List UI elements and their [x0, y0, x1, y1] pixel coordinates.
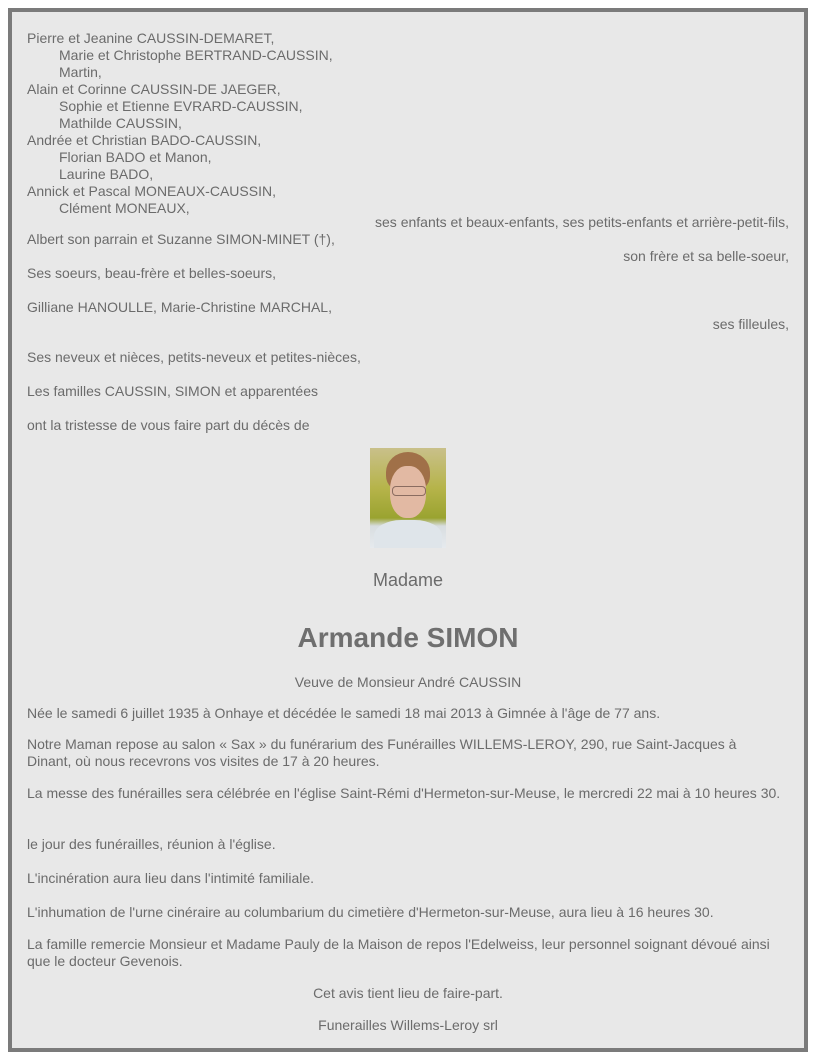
- children-label: ses enfants et beaux-enfants, ses petits-enfants et arrière-petit-fils,: [375, 214, 789, 230]
- detail-paragraph: Née le samedi 6 juillet 1935 à Onhaye et décédée le samedi 18 mai 2013 à Gimnée à l'âge de 77 ans.: [27, 705, 661, 721]
- sisters-line: Ses soeurs, beau-frère et belles-soeurs,: [27, 265, 277, 281]
- deceased-photo: [370, 448, 446, 548]
- detail-paragraph: Notre Maman repose au salon « Sax » du funérarium des Funérailles WILLEMS-LEROY, 290, rue Saint-Jacques à Dinant, où nous recevrons vos visites de 17 à 20 heures.: [27, 736, 737, 769]
- family-line: Andrée et Christian BADO-CAUSSIN,: [27, 132, 262, 148]
- deceased-title: Madame: [372, 570, 444, 590]
- family-line: Florian BADO et Manon,: [59, 149, 212, 165]
- notice-text: Cet avis tient lieu de faire-part.: [313, 985, 503, 1001]
- detail-paragraph: L'incinération aura lieu dans l'intimité familiale.: [27, 870, 315, 886]
- detail-paragraph: L'inhumation de l'urne cinéraire au columbarium du cimetière d'Hermeton-sur-Meuse, aura lieu à 16 heures 30.: [27, 904, 714, 920]
- nephews-line: Ses neveux et nièces, petits-neveux et petites-nièces,: [27, 349, 361, 365]
- brother-line: Albert son parrain et Suzanne SIMON-MINET (†),: [27, 231, 335, 247]
- goddaughters-label: ses filleules,: [712, 316, 789, 332]
- goddaughters-line: Gilliane HANOULLE, Marie-Christine MARCHAL,: [27, 299, 332, 315]
- family-line: Martin,: [59, 64, 102, 80]
- family-line: Annick et Pascal MONEAUX-CAUSSIN,: [27, 183, 276, 199]
- company-name: Funerailles Willems-Leroy srl: [318, 1017, 498, 1033]
- detail-paragraph: le jour des funérailles, réunion à l'église.: [27, 836, 276, 852]
- deceased-name: Armande SIMON: [297, 622, 519, 653]
- family-line: Laurine BADO,: [59, 166, 154, 182]
- family-list: [27, 30, 789, 217]
- detail-paragraph: La messe des funérailles sera célébrée en l'église Saint-Rémi d'Hermeton-sur-Meuse, le mercredi 22 mai à 10 heures 30.: [27, 785, 781, 801]
- family-line: Marie et Christophe BERTRAND-CAUSSIN,: [59, 47, 333, 63]
- family-line: Clément MONEAUX,: [59, 200, 190, 216]
- family-line: Sophie et Etienne EVRARD-CAUSSIN,: [59, 98, 303, 114]
- detail-paragraph: La famille remercie Monsieur et Madame Pauly de la Maison de repos l'Edelweiss, leur personnel soignant dévoué ainsi que le docteur Gevenois.: [27, 936, 770, 969]
- family-line: Mathilde CAUSSIN,: [59, 115, 182, 131]
- families-line: Les familles CAUSSIN, SIMON et apparentées: [27, 383, 319, 399]
- obituary-card: [8, 8, 808, 1052]
- family-line: Alain et Corinne CAUSSIN-DE JAEGER,: [27, 81, 281, 97]
- announcement-line: ont la tristesse de vous faire part du décès de: [27, 417, 310, 433]
- brother-label: son frère et sa belle-soeur,: [623, 248, 789, 264]
- widow-of: Veuve de Monsieur André CAUSSIN: [294, 674, 522, 690]
- family-line: Pierre et Jeanine CAUSSIN-DEMARET,: [27, 30, 275, 46]
